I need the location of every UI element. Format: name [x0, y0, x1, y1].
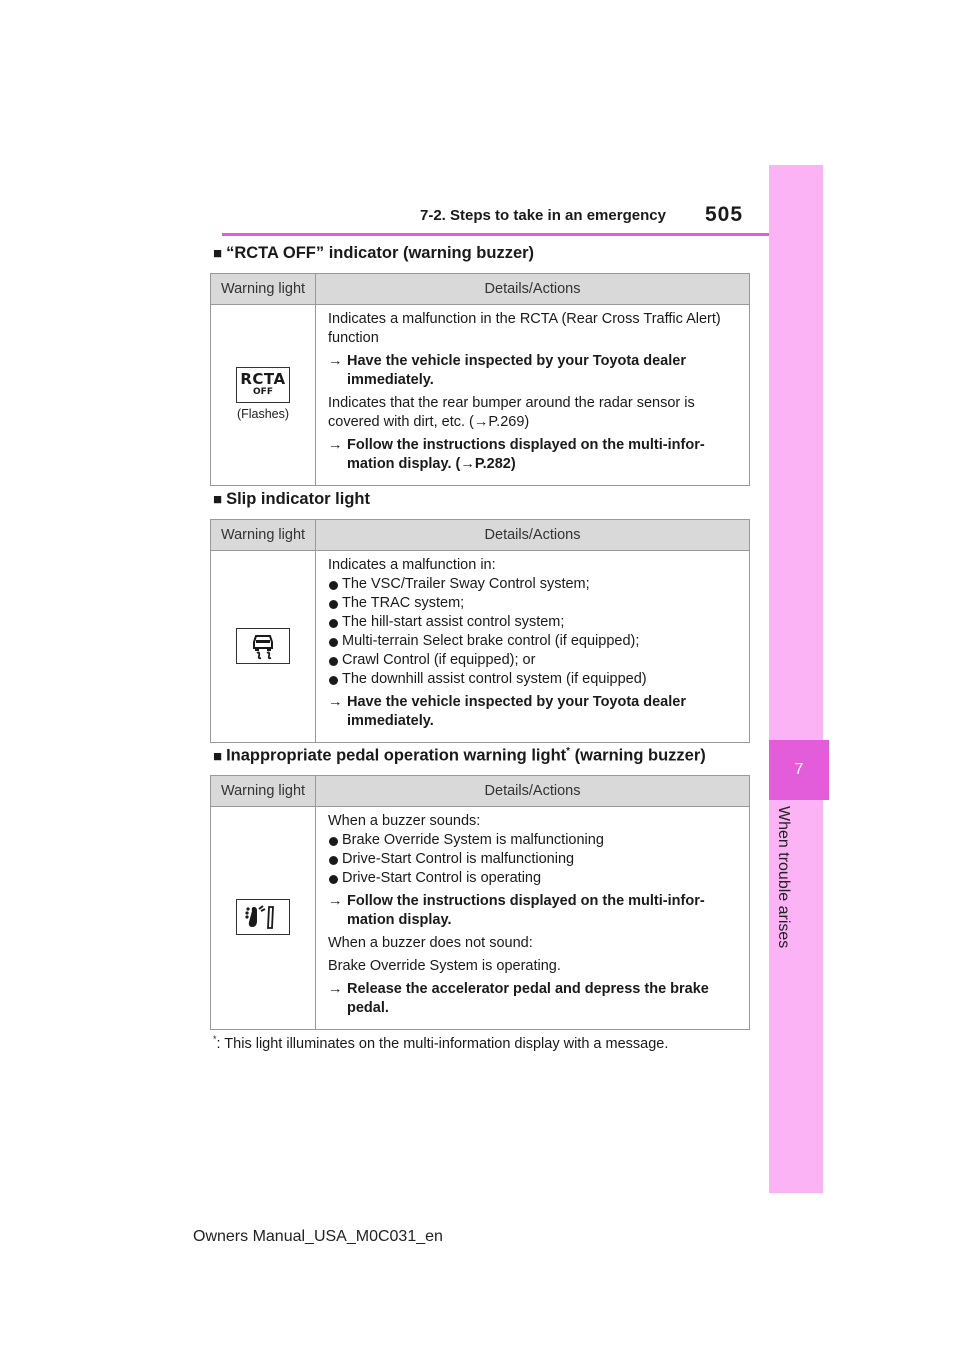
square-bullet-icon: ■	[213, 245, 223, 262]
details-cell	[316, 807, 750, 1030]
header-details-actions: Details/Actions	[316, 776, 750, 807]
slip-indicator-icon	[236, 628, 290, 664]
chapter-title: When trouble arises	[775, 806, 792, 949]
footnote-marker: *	[566, 746, 571, 757]
list-item: Drive-Start Control is malfunctioning	[328, 850, 741, 869]
arrow-icon: →	[328, 694, 343, 710]
warning-light-cell	[211, 807, 316, 1030]
section-title-rcta	[213, 244, 534, 263]
header-warning-light: Warning light	[211, 274, 316, 305]
footnote	[213, 1034, 668, 1052]
chapter-number: 7	[794, 761, 804, 778]
rcta-off-icon	[236, 367, 290, 403]
detail-text: Indicates that the rear bumper around the radar sensor is covered with dirt, etc. (→P.269)	[328, 395, 695, 430]
action-text: → Follow the instructions displayed on the multi-infor-mation display.	[328, 893, 705, 928]
slip-warning-table	[210, 519, 750, 743]
list-item: The hill-start assist control system;	[328, 613, 741, 632]
warning-light-cell	[211, 305, 316, 486]
header-warning-light: Warning light	[211, 520, 316, 551]
list-item: Drive-Start Control is operating	[328, 869, 741, 888]
rcta-icon-text-top: RCTA	[240, 370, 286, 388]
list-item: Brake Override System is malfunctioning	[328, 831, 741, 850]
section-title-slip	[213, 490, 370, 509]
foot-pedal-icon	[243, 903, 283, 931]
arrow-icon: →	[328, 437, 343, 453]
section-title-suffix: (warning buzzer)	[570, 746, 706, 765]
header-rule	[222, 233, 769, 236]
rcta-icon-text-bottom: OFF	[253, 387, 273, 397]
square-bullet-icon: ■	[213, 747, 223, 765]
arrow-icon: →	[328, 353, 343, 369]
footnote-text: : This light illuminates on the multi-information display with a message.	[216, 1035, 669, 1052]
list-item: The VSC/Trailer Sway Control system;	[328, 575, 741, 594]
table-row	[211, 305, 750, 486]
rcta-warning-table	[210, 273, 750, 486]
section-header: 7-2. Steps to take in an emergency	[420, 207, 666, 224]
icon-caption: (Flashes)	[236, 406, 290, 421]
section-title-text: Inappropriate pedal operation warning light	[226, 746, 567, 765]
list-item: Multi-terrain Select brake control (if equipped);	[328, 632, 741, 651]
table-header-row	[211, 776, 750, 807]
chapter-side-band	[769, 165, 823, 1193]
details-cell	[316, 305, 750, 486]
footnote-marker: *	[213, 1034, 217, 1044]
page-footer: Owners Manual_USA_M0C031_en	[193, 1228, 443, 1245]
header-warning-light: Warning light	[211, 776, 316, 807]
list-item: The TRAC system;	[328, 594, 741, 613]
detail-intro: Indicates a malfunction in:	[328, 557, 496, 573]
header-details-actions: Details/Actions	[316, 520, 750, 551]
page-number: 505	[705, 203, 744, 226]
slip-car-icon	[250, 632, 276, 660]
chapter-number-tab	[769, 740, 829, 800]
arrow-icon: →	[328, 893, 343, 909]
action-text: → Follow the instructions displayed on the multi-infor-mation display. (→P.282)	[328, 437, 705, 472]
action-text: → Release the accelerator pedal and depress the brake pedal.	[328, 981, 709, 1016]
detail-text: Indicates a malfunction in the RCTA (Rear Cross Traffic Alert) function	[328, 311, 721, 346]
table-row	[211, 807, 750, 1030]
warning-light-cell	[211, 551, 316, 743]
section-title-pedal	[213, 746, 706, 766]
list-item: The downhill assist control system (if equipped)	[328, 670, 741, 689]
pedal-operation-warning-icon	[236, 899, 290, 935]
action-text: → Have the vehicle inspected by your Toyota dealer immediately.	[328, 694, 686, 729]
table-header-row	[211, 274, 750, 305]
table-header-row	[211, 520, 750, 551]
pedal-warning-table	[210, 775, 750, 1030]
arrow-icon: →	[328, 981, 343, 997]
header-details-actions: Details/Actions	[316, 274, 750, 305]
table-row	[211, 551, 750, 743]
detail-intro: When a buzzer sounds:	[328, 813, 481, 829]
detail-intro: When a buzzer does not sound:	[328, 935, 533, 951]
section-title-text: Slip indicator light	[226, 490, 370, 508]
section-title-text: “RCTA OFF” indicator (warning buzzer)	[226, 244, 535, 262]
detail-text: Brake Override System is operating.	[328, 958, 561, 974]
details-cell	[316, 551, 750, 743]
list-item: Crawl Control (if equipped); or	[328, 651, 741, 670]
action-text: → Have the vehicle inspected by your Toyota dealer immediately.	[328, 353, 686, 388]
square-bullet-icon: ■	[213, 491, 223, 508]
